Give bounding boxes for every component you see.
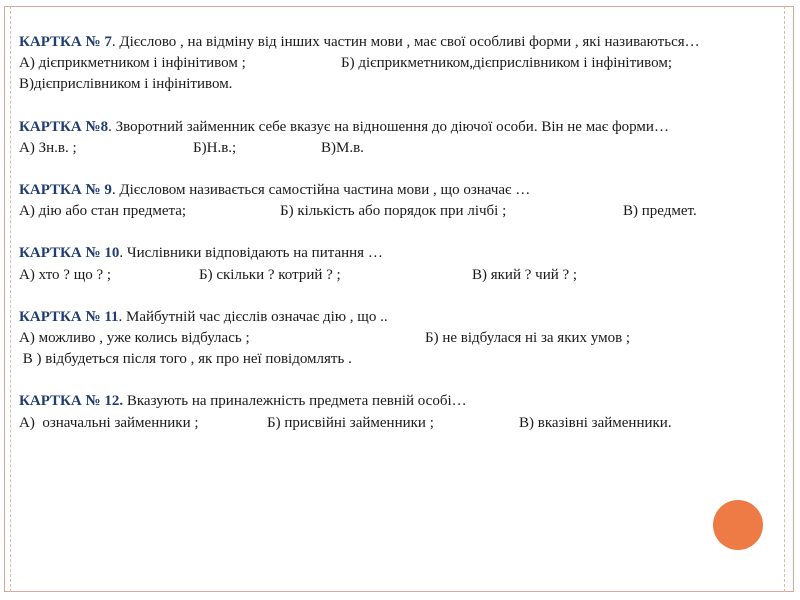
card-12-option-a: А) означальні займенники ;: [19, 414, 199, 431]
card-12-options-row: [19, 413, 779, 434]
card-9-option-b: Б) кількість або порядок при лічбі ;: [280, 203, 507, 220]
card-11-question: . Майбутній час дієслів означає дію , що ..: [118, 308, 388, 325]
card-7-options-row: [19, 53, 779, 74]
card-12: [19, 391, 779, 433]
card-7-option-b: Б) дієприкметником,дієприслівником і інфінітивом;: [341, 55, 673, 72]
card-9-question: . Дієсловом називається самостійна частина мови , що означає …: [111, 182, 531, 199]
decorative-orange-circle: [713, 500, 763, 550]
card-10-question-line: [19, 243, 779, 264]
card-10-option-c: В) який ? чий ? ;: [472, 266, 578, 283]
card-12-title: КАРТКА № 12.: [19, 393, 124, 410]
card-7-question: . Дієслово , на відміну від інших частин мови , має свої особливі форми , які називаються…: [111, 34, 700, 50]
card-8-option-a: А) Зн.в. ;: [19, 139, 77, 156]
card-10-option-a: А) хто ? що ? ;: [19, 266, 112, 283]
card-8-option-c: В)М.в.: [321, 139, 364, 156]
card-7-option-c: В)дієприслівником і інфінітивом.: [19, 76, 233, 93]
card-10-question: . Числівники відповідають на питання …: [119, 245, 383, 262]
slide-content: [19, 32, 779, 434]
card-7-title: КАРТКА № 7: [19, 34, 112, 50]
card-9-option-c: В) предмет.: [623, 203, 697, 220]
card-8-options-row: [19, 138, 779, 159]
card-9: [19, 180, 779, 222]
card-12-question-line: [19, 391, 779, 412]
card-9-question-line: [19, 180, 779, 201]
card-7: [19, 32, 779, 96]
card-11-option-b: Б) не відбулася ні за яких умов ;: [425, 330, 631, 347]
card-11-options-row: [19, 328, 779, 349]
card-7-option-a: А) дієприкметником і інфінітивом ;: [19, 55, 246, 72]
right-margin-rule: [784, 6, 785, 592]
card-12-option-c: В) вказівні займенники.: [519, 414, 672, 431]
card-11-title: КАРТКА № 11: [19, 308, 119, 325]
card-9-title: КАРТКА № 9: [19, 182, 112, 199]
left-margin-rule: [10, 6, 11, 592]
card-8-option-b: Б)Н.в.;: [193, 139, 237, 156]
card-8: [19, 117, 779, 159]
card-8-question-line: [19, 117, 779, 138]
card-7-question-line: [19, 32, 779, 53]
card-12-question: Вказують на приналежність предмета певній особі…: [123, 393, 467, 410]
card-11-option-a: А) можливо , уже колись відбулась ;: [19, 330, 250, 347]
card-8-question: . Зворотний займенник себе вказує на відношення до діючої особи. Він не має форми…: [108, 118, 669, 135]
card-8-title: КАРТКА №8: [19, 118, 109, 135]
card-9-option-a: А) дію або стан предмета;: [19, 203, 187, 220]
card-11-option-c: В ) відбудеться після того , як про неї повідомлять .: [19, 351, 352, 368]
card-10-options-row: [19, 265, 779, 286]
card-10-title: КАРТКА № 10: [19, 245, 120, 262]
card-11-question-line: [19, 307, 779, 328]
card-12-option-b: Б) присвійні займенники ;: [267, 414, 434, 431]
card-11: [19, 307, 779, 371]
card-9-options-row: [19, 201, 779, 222]
card-10: [19, 243, 779, 285]
card-10-option-b: Б) скільки ? котрий ? ;: [199, 266, 341, 283]
